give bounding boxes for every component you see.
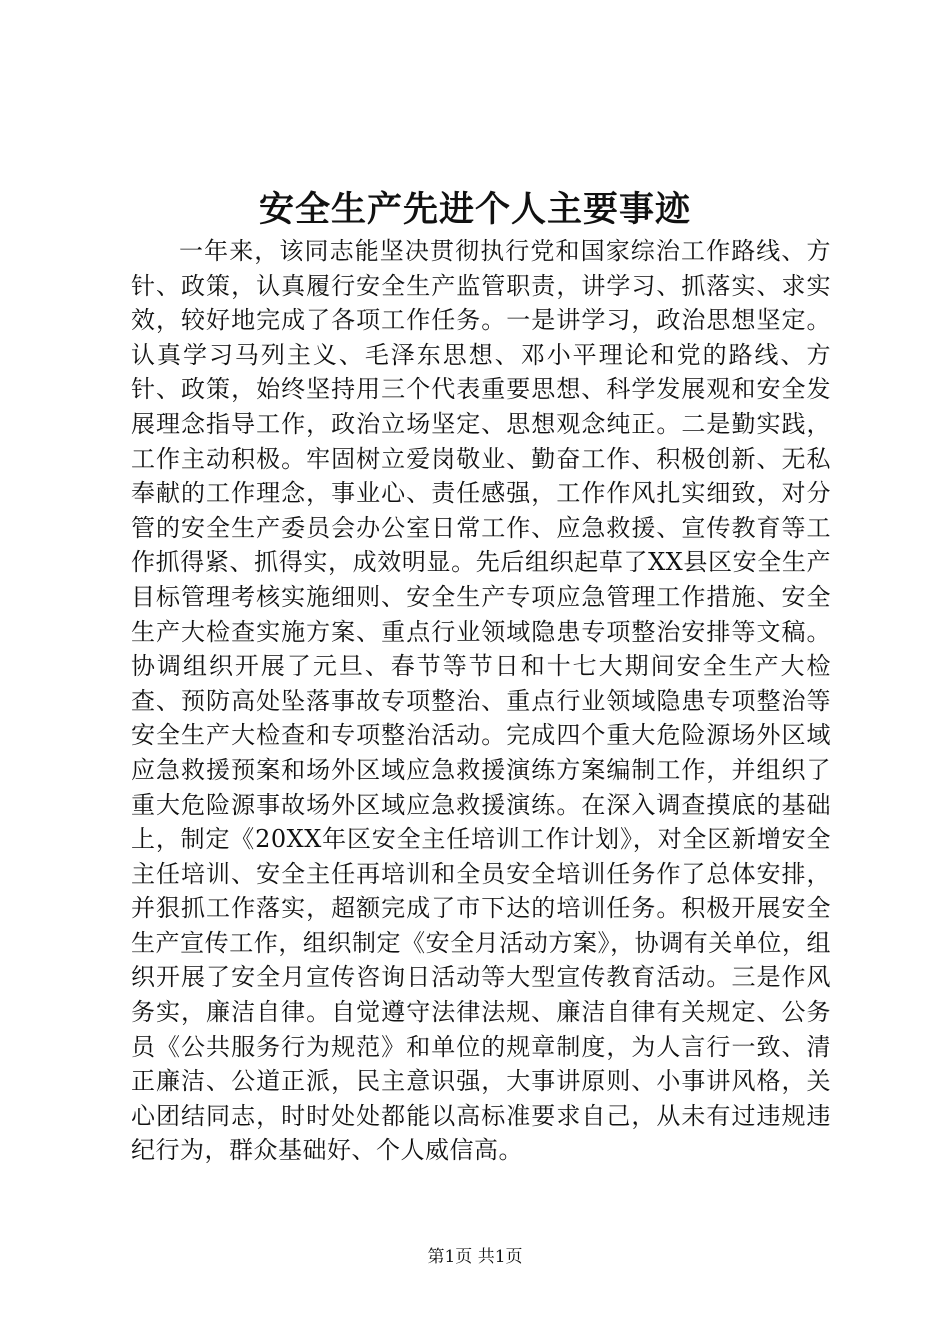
page-footer: 第1页 共1页 [427, 1247, 523, 1267]
document-title: 安全生产先进个人主要事迹 [258, 189, 691, 230]
document-body-paragraph: 一年来，该同志能坚决贯彻执行党和国家综治工作路线、方针、政策，认真履行安全生产监管职责，讲学习、抓落实、求实效，较好地完成了各项工作任务。一是讲学习，政治思想坚定。认真学习马列主义、毛泽东思想、邓小平理论和党的路线、方针、政策，始终坚持用三个代表重要思想、科学发展观和安全发展理念指导工作，政治立场坚定、思想观念纯正。二是勤实践，工作主动积极。牢固树立爱岗敬业、勤奋工作、积极创新、无私奉献的工作理念，事业心、责任感强，工作作风扎实细致，对分管的安全生产委员会办公室日常工作、应急救援、宣传教育等工作抓得紧、抓得实，成效明显。先后组织起草了XX县区安全生产目标管理考核实施细则、安全生产专项应急管理工作措施、安全生产大检查实施方案、重点行业领域隐患专项整治安排等文稿。协调组织开展了元旦、春节等节日和十七大期间安全生产大检查、预防高处坠落事故专项整治、重点行业领域隐患专项整治等安全生产大检查和专项整治活动。完成四个重大危险源场外区域应急救援预案和场外区域应急救援演练方案编制工作，并组织了重大危险源事故场外区域应急救援演练。在深入调查摸底的基础上，制定《20XX年区安全主任培训工作计划》，对全区新增安全主任培训、安全主任再培训和全员安全培训任务作了总体安排，并狠抓工作落实，超额完成了市下达的培训任务。积极开展安全生产宣传工作，组织制定《安全月活动方案》，协调有关单位，组织开展了安全月宣传咨询日活动等大型宣传教育活动。三是作风务实，廉洁自律。自觉遵守法律法规、廉洁自律有关规定、公务员《公共服务行为规范》和单位的规章制度，为人言行一致、清正廉洁、公道正派，民主意识强，大事讲原则、小事讲风格，关心团结同志，时时处处都能以高标准要求自己，从未有过违规违纪行为，群众基础好、个人威信高。 [131, 237, 831, 1165]
